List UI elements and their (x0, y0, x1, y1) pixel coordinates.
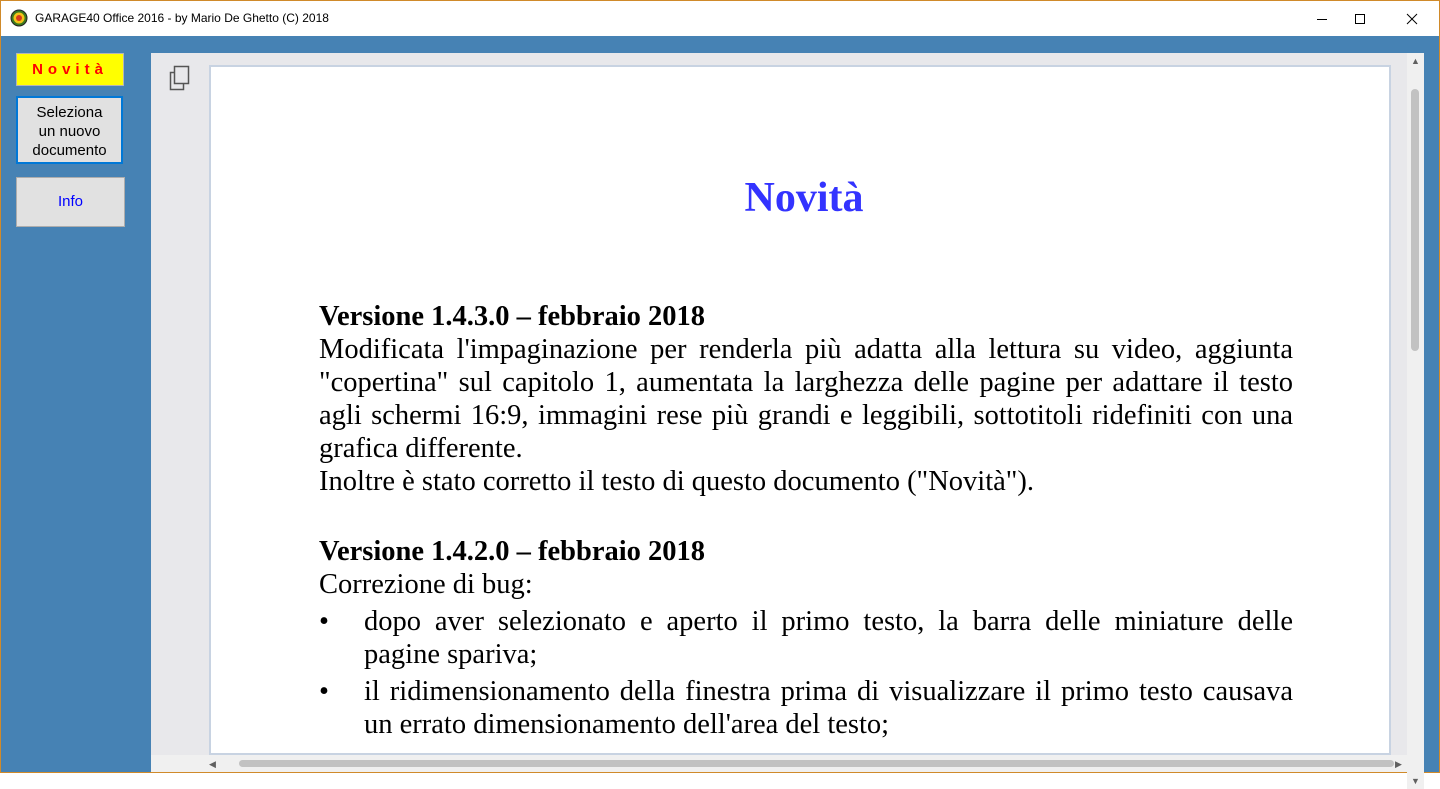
list-item-text: il ridimensionamento della finestra prima di visualizzare il primo testo causava un errato dimensionamento dell'area del testo; (364, 676, 1293, 740)
novita-button[interactable]: Novità (16, 53, 124, 86)
document-title: Novità (744, 175, 864, 221)
version-paragraph: Correzione di bug: (319, 569, 533, 600)
bullet-icon: • (319, 606, 329, 637)
select-document-button[interactable] (16, 96, 123, 164)
scroll-up-arrow-icon[interactable]: ▲ (1411, 56, 1420, 66)
app-icon (10, 9, 28, 27)
title-bar[interactable] (1, 1, 1439, 36)
bug-list (319, 605, 1293, 741)
scroll-left-arrow-icon[interactable]: ◀ (209, 759, 216, 769)
vertical-scrollbar[interactable] (1407, 53, 1424, 789)
info-button[interactable]: Info (16, 177, 125, 227)
version-heading: Versione 1.4.2.0 – febbraio 2018 (319, 536, 706, 567)
minimize-icon (1316, 13, 1328, 25)
maximize-button[interactable] (1337, 1, 1383, 36)
close-icon (1406, 13, 1418, 25)
document-body (319, 300, 1293, 745)
spacer (319, 498, 1293, 535)
scroll-right-arrow-icon[interactable]: ▶ (1395, 759, 1402, 769)
document-viewer[interactable] (151, 53, 1424, 786)
window-title: GARAGE40 Office 2016 - by Mario De Ghetto (C) 2018 (35, 11, 329, 25)
maximize-icon (1354, 13, 1366, 25)
select-document-label-1: Seleziona (36, 104, 103, 121)
version-paragraph: Modificata l'impaginazione per renderla più adatta alla lettura su video, aggiunta "copertina" sul capitolo 1, aumentata la larghezza delle pagine per adattare il testo agli schermi 16:9, immagini rese più grandi e leggibili, sottotitoli ridefiniti con una grafica differente. (319, 334, 1293, 464)
vertical-scroll-thumb[interactable] (1411, 89, 1419, 351)
select-document-label-2: un nuovo (38, 123, 101, 140)
bullet-icon: • (319, 676, 329, 707)
version-heading: Versione 1.4.3.0 – febbraio 2018 (319, 301, 706, 332)
document-page (209, 65, 1391, 755)
scroll-down-arrow-icon[interactable]: ▼ (1411, 776, 1420, 786)
horizontal-scrollbar[interactable] (151, 755, 1407, 772)
version-paragraph: Inoltre è stato corretto il testo di questo documento ("Novità"). (319, 466, 1035, 497)
close-button[interactable] (1389, 1, 1435, 36)
select-document-label-3: documento (32, 142, 107, 159)
client-area (1, 36, 1439, 786)
list-item (319, 675, 1293, 741)
horizontal-scroll-thumb[interactable] (239, 760, 1394, 767)
list-item (319, 605, 1293, 671)
copy-icon[interactable] (167, 65, 193, 91)
list-item-text: dopo aver selezionato e aperto il primo testo, la barra delle miniature delle pagine spariva; (364, 606, 1293, 670)
